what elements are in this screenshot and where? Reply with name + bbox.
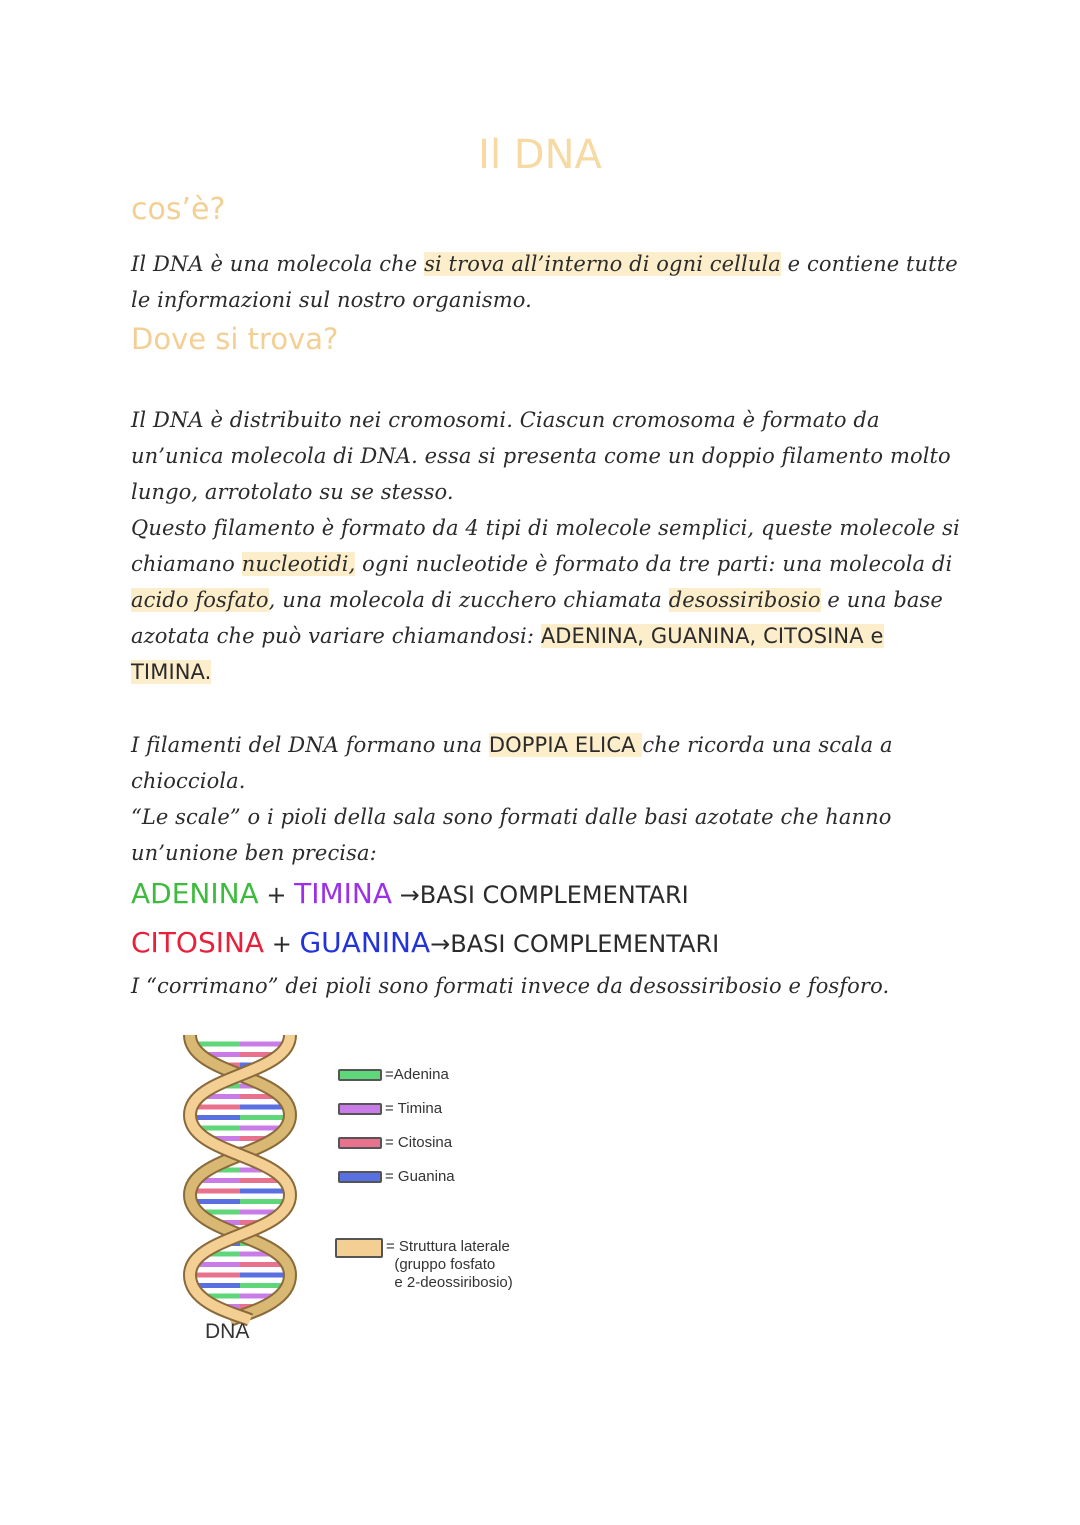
highlight-bases: ADENINA, GUANINA, CITOSINA e TIMINA. [131,624,884,684]
paragraph-location [131,402,961,690]
heading-dove-si-trova: Dove si trova? [131,322,339,356]
page-title: Il DNA [478,132,602,178]
paragraph-double-helix [131,727,961,871]
adenina-swatch [338,1069,382,1081]
plus: + [258,881,295,909]
text: Questo filamento è formato da 4 tipi di molecole semplici, queste molecole si chiamano [131,516,960,576]
dna-label: DNA [205,1320,250,1343]
legend-text: = Struttura laterale [386,1238,510,1255]
heading-cosa-e: cos’è? [131,192,226,227]
legend-text: = Timina [385,1100,443,1117]
highlight-acido-fosfato: acido fosfato [131,588,269,612]
legend-text: = Guanina [385,1168,455,1185]
complementary-label: →BASI COMPLEMENTARI [391,881,689,909]
base-citosina: CITOSINA [131,926,265,959]
text: “Le scale” o i pioli della sala sono formati dalle basi azotate che hanno un’unione ben precisa: [131,805,892,865]
struttura-swatch [335,1238,383,1258]
text: e contiene tutte le informazioni sul nostro organismo. [131,252,958,312]
base-adenina: ADENINA [131,877,259,910]
legend-text: =Adenina [385,1066,449,1083]
base-guanina: GUANINA [299,926,431,959]
pair-adenina-timina [131,876,689,913]
text: Il DNA è distribuito nei cromosomi. Ciascun cromosoma è formato da un’unica molecola di DNA. essa si presenta come un doppio filamento molto lungo, arrotolato su se stesso. [131,408,951,504]
plus: + [264,930,300,958]
legend-sub: (gruppo fosfato [394,1256,496,1273]
dna-diagram [160,1020,580,1360]
legend-text: = Citosina [385,1134,453,1151]
text: I filamenti del DNA formano una [131,733,489,757]
paragraph-definition [131,246,961,318]
text: ogni nucleotide è formato da tre parti: una molecola di [355,552,953,576]
timina-swatch [338,1103,382,1115]
legend-guanina [338,1168,455,1185]
text: , una molecola di zucchero chiamata [268,588,669,612]
highlight-doppia-elica: DOPPIA ELICA [488,733,643,757]
legend-struttura-laterale [335,1238,513,1292]
text: che ricorda una scala a chiocciola. [131,733,893,793]
text: Il DNA è una molecola che [131,252,425,276]
highlight-desossiribosio: desossiribosio [668,588,821,612]
legend-adenina [338,1066,449,1083]
dna-helix-image [170,1030,320,1330]
legend-sub: e 2-deossiribosio) [394,1274,513,1291]
base-timina: TIMINA [294,877,392,910]
legend-citosina [338,1134,452,1151]
legend-timina [338,1100,442,1117]
highlight: si trova all’interno di ogni cellula [424,252,781,276]
text: e una base azotata che può variare chiamandosi: [131,588,943,648]
paragraph-closing: I “corrimano” dei pioli sono formati invece da desossiribosio e fosforo. [131,974,890,998]
complementary-label: →BASI COMPLEMENTARI [430,930,720,958]
citosina-swatch [338,1137,382,1149]
highlight-nucleotidi: nucleotidi, [241,552,356,576]
guanina-swatch [338,1171,382,1183]
pair-citosina-guanina [131,925,719,962]
